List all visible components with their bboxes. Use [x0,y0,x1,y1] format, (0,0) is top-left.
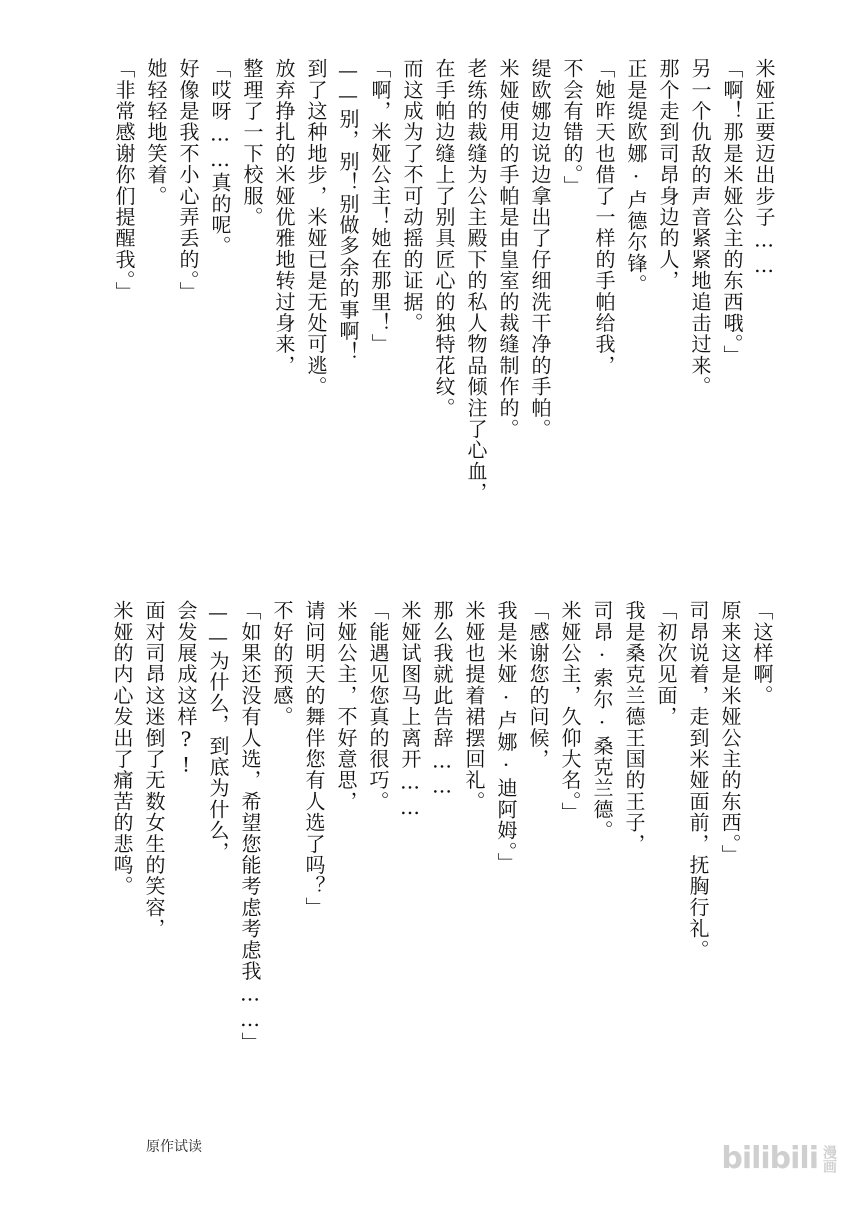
text-column: 米娅也提着裙摆回礼。 [462,600,486,812]
text-column: 「啊，米娅公主！她在那里！」 [368,58,392,355]
text-column: 整理了一下校服。 [240,58,264,228]
text-column: 米娅公主，久仰大名。」 [558,600,582,824]
text-column: 米娅公主，不好意思， [334,600,358,812]
text-column: 正是缇欧娜·卢德尔锋。 [624,58,648,296]
footer-label: 原作试读 [146,1139,202,1155]
text-column: 米娅使用的手帕是由皇室的裁缝制作的。 [496,58,520,440]
watermark-sub: 漫画 [821,1144,837,1173]
text-column: 米娅的内心发出了痛苦的悲鸣。 [110,600,134,897]
text-column: 「啊！那是米娅公主的东西哦。」 [720,58,744,366]
text-column: 不好的预感。 [270,600,294,728]
watermark-brand: bilibili [721,1141,818,1176]
text-column: 「她昨天也借了一样的手帕给我， [592,58,616,376]
text-column: 不会有错的。」 [560,58,584,197]
text-column: ——别，别！别做多余的事啊！ [336,58,360,363]
text-column: 她轻轻地笑着。 [144,58,168,207]
text-column: 请问明天的舞伴您有人选了吗？」 [302,600,326,918]
text-column: 放弃挣扎的米娅优雅地转过身来， [272,58,296,376]
text-column: 面对司昂这迷倒了无数女生的笑容， [142,600,166,940]
text-column: 「能遇见您真的很巧。 [366,600,390,812]
text-column: 另一个仇敌的声音紧紧地追击过来。 [688,58,712,398]
text-column: ——为什么，到底为什么， [206,600,230,863]
text-column: 会发展成这样?! [174,600,198,778]
text-column: 而这成为了不可动摇的证据。 [400,58,424,334]
text-column: 缇欧娜边说边拿出了仔细洗干净的手帕。 [528,58,552,440]
text-column: 米娅正要迈出步子…… [752,58,776,278]
text-column: 司昂·索尔·桑克兰德。 [590,600,614,842]
text-column: 「初次见面， [654,600,678,728]
text-column: 原来这是米娅公主的东西。」 [718,600,742,866]
text-column: 我是米娅·卢娜·迪阿姆。」 [494,600,518,874]
text-column: 「非常感谢你们提醒我。」 [112,58,136,303]
text-column: 到了这种地步，米娅已是无处可逃。 [304,58,328,398]
text-column: 在手帕边缝上了别具匠心的独特花纹。 [432,58,456,419]
bottom-text-block [106,600,778,1054]
text-column: 米娅试图马上离开…… [398,600,422,820]
bilibili-watermark-logo [721,1141,836,1176]
text-column: 那么我就此告辞…… [430,600,454,799]
text-column: 「哎呀……真的呢。 [208,58,232,257]
text-column: 「如果还没有人选，希望您能考虑考虑我……」 [238,600,262,1054]
text-column: 司昂说着，走到米娅面前，抚胸行礼。 [686,600,710,961]
text-column: 「这样啊。 [750,600,774,706]
text-column: 我是桑克兰德王国的王子， [622,600,646,855]
text-column: 老练的裁缝为公主殿下的私人物品倾注了心血， [464,58,488,504]
text-column: 「感谢您的问候， [526,600,550,770]
top-text-block [108,58,780,578]
text-column: 那个走到司昂身边的人， [656,58,680,292]
text-column: 好像是我不小心弄丢的。」 [176,58,200,303]
